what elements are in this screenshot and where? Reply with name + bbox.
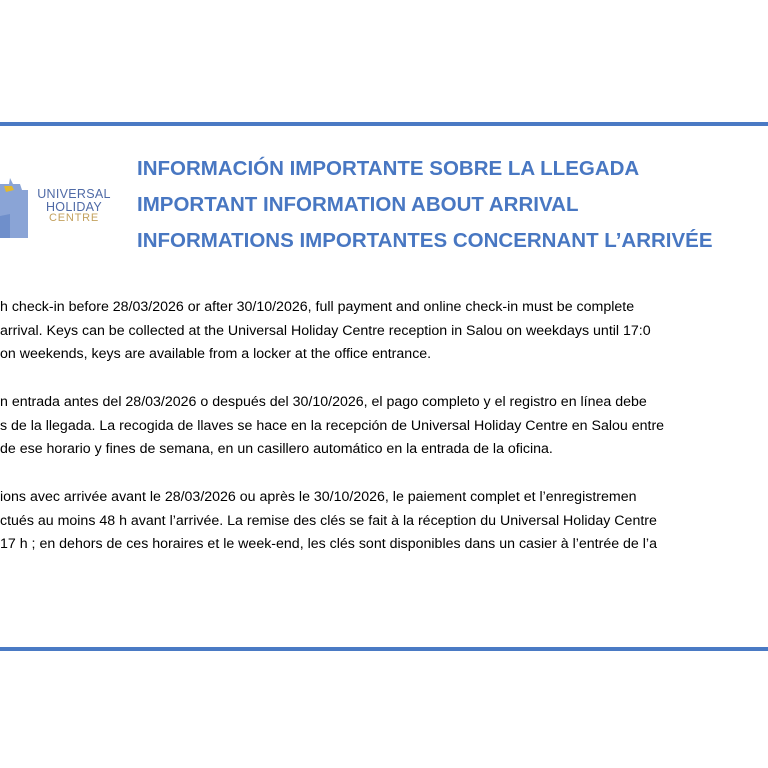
heading-spanish: INFORMACIÓN IMPORTANTE SOBRE LA LLEGADA bbox=[137, 157, 640, 180]
top-divider bbox=[0, 122, 768, 126]
heading-french: INFORMATIONS IMPORTANTES CONCERNANT L’ARRIVÉE bbox=[137, 229, 713, 252]
paragraph-line: s de la llegada. La recogida de llaves se hace en la recepción de Universal Holiday Centre en Salou entre bbox=[0, 417, 665, 434]
universal-holiday-centre-logo bbox=[0, 170, 120, 250]
logo-line-holiday: HOLIDAY bbox=[45, 199, 103, 214]
arrival-headings bbox=[137, 151, 713, 259]
paragraph-line: de ese horario y fines de semana, en un casillero automático en la entrada de la oficina. bbox=[0, 441, 553, 457]
paragraph-spanish bbox=[0, 391, 768, 462]
bottom-divider bbox=[0, 647, 768, 651]
paragraph-line: arrival. Keys can be collected at the Universal Holiday Centre reception in Salou on weekdays until 17:0 bbox=[0, 322, 651, 339]
heading-english: IMPORTANT INFORMATION ABOUT ARRIVAL bbox=[137, 193, 579, 216]
paragraph-line: ctués au moins 48 h avant l’arrivée. La remise des clés se fait à la réception du Universal Holiday Centre bbox=[0, 512, 657, 529]
paragraph-line: n entrada antes del 28/03/2026 o después del 30/10/2026, el pago completo y el registro en línea debe bbox=[0, 394, 647, 410]
paragraph-line: 17 h ; en dehors de ces horaires et le week-end, les clés sont disponibles dans un casier à l’entrée de l’a bbox=[0, 536, 657, 552]
paragraph-line: ions avec arrivée avant le 28/03/2026 ou après le 30/10/2026, le paiement complet et l’enregistremen bbox=[0, 489, 637, 505]
paragraph-english bbox=[0, 296, 768, 367]
logo-wordmark bbox=[31, 188, 117, 224]
logo-line-universal: UNIVERSAL bbox=[37, 187, 111, 201]
paragraph-line: on weekends, keys are available from a locker at the office entrance. bbox=[0, 346, 432, 362]
paragraph-line: h check-in before 28/03/2026 or after 30/10/2026, full payment and online check-in must be complete bbox=[0, 299, 635, 315]
logo-mark-icon bbox=[0, 176, 30, 244]
paragraph-french bbox=[0, 486, 768, 557]
logo-line-centre: CENTRE bbox=[48, 212, 100, 224]
